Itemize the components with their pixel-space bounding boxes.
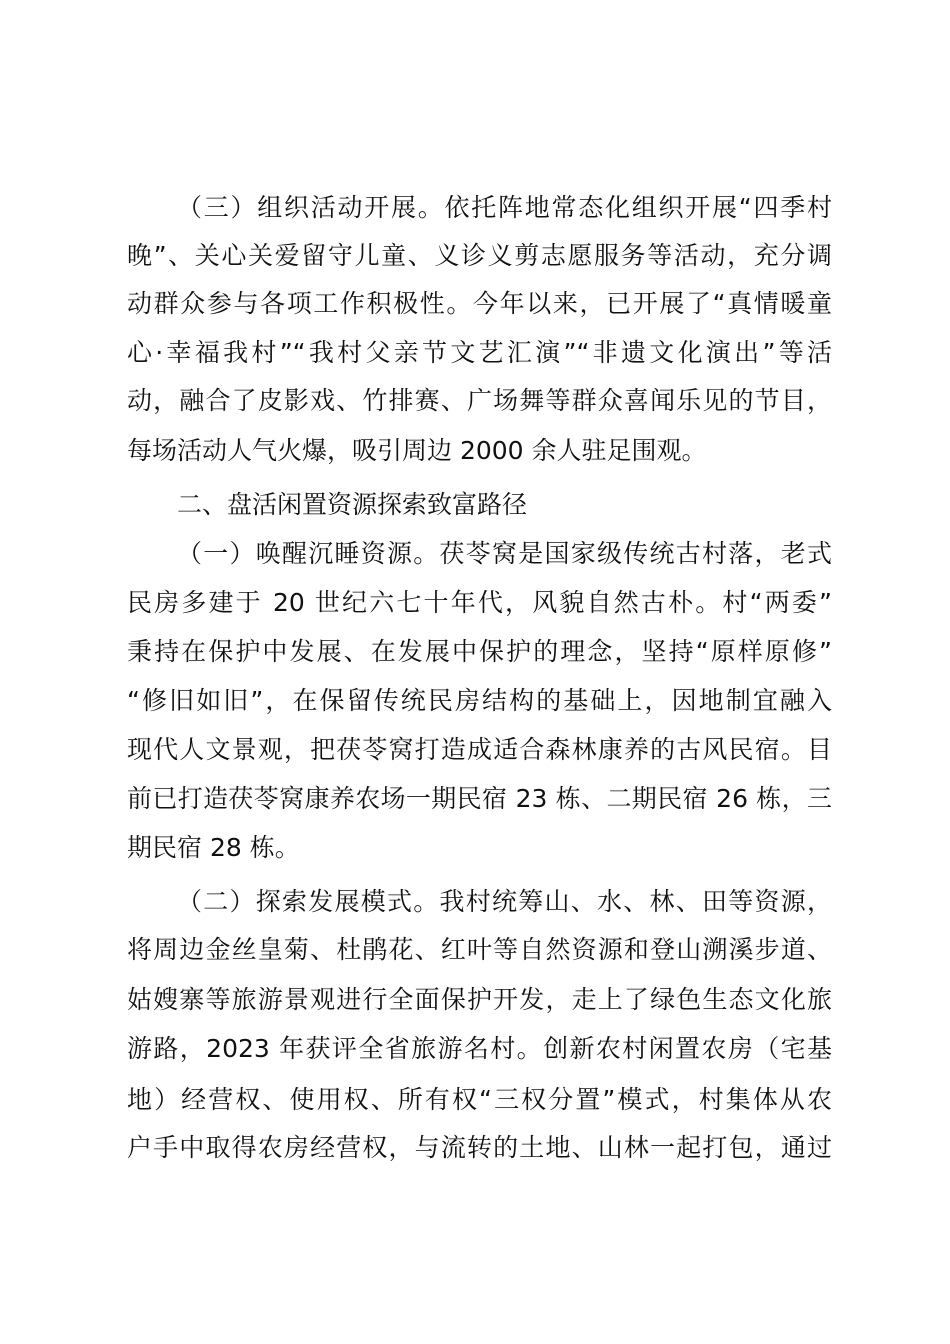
text-line: （三）组织活动开展。依托阵地常态化组织开展“四季村 bbox=[177, 193, 832, 222]
text-line: 动群众参与各项工作积极性。今年以来，已开展了“真情暖童 bbox=[127, 289, 832, 318]
text-line: 动，融合了皮影戏、竹排赛、广场舞等群众喜闻乐见的节目， bbox=[127, 386, 832, 415]
text-line: 前已打造茯苓窝康养农场一期民宿 23 栋、二期民宿 26 栋，三 bbox=[127, 784, 832, 813]
text-line: （一）唤醒沉睡资源。茯苓窝是国家级传统古村落，老式 bbox=[177, 539, 832, 568]
text-line: 将周边金丝皇菊、杜鹃花、红叶等自然资源和登山溯溪步道、 bbox=[127, 935, 832, 964]
text-line: 户手中取得农房经营权，与流转的土地、山林一起打包，通过 bbox=[127, 1133, 832, 1162]
text-line: 每场活动人气火爆，吸引周边 2000 余人驻足围观。 bbox=[127, 436, 707, 465]
text-line: 民房多建于 20 世纪六七十年代，风貌自然古朴。村“两委” bbox=[127, 588, 832, 617]
text-line: 现代人文景观，把茯苓窝打造成适合森林康养的古风民宿。目 bbox=[127, 735, 832, 764]
text-line: 秉持在保护中发展、在发展中保护的理念，坚持“原样原修” bbox=[127, 637, 832, 666]
text-line: （二）探索发展模式。我村统筹山、水、林、田等资源， bbox=[177, 887, 832, 916]
text-line: 晚”、关心关爱留守儿童、义诊义剪志愿服务等活动，充分调 bbox=[127, 241, 832, 270]
text-line: 期民宿 28 栋。 bbox=[127, 833, 300, 862]
text-line: 心·幸福我村”“我村父亲节文艺汇演”“非遗文化演出”等活 bbox=[127, 338, 832, 367]
text-line: “修旧如旧”，在保留传统民房结构的基础上，因地制宜融入 bbox=[127, 686, 832, 715]
text-line: 游路，2023 年获评全省旅游名村。创新农村闲置农房（宅基 bbox=[127, 1034, 832, 1063]
section-heading: 二、盘活闲置资源探索致富路径 bbox=[177, 490, 528, 519]
text-line: 姑嫂寨等旅游景观进行全面保护开发，走上了绿色生态文化旅 bbox=[127, 985, 832, 1014]
text-line: 地）经营权、使用权、所有权“三权分置”模式，村集体从农 bbox=[127, 1085, 832, 1114]
